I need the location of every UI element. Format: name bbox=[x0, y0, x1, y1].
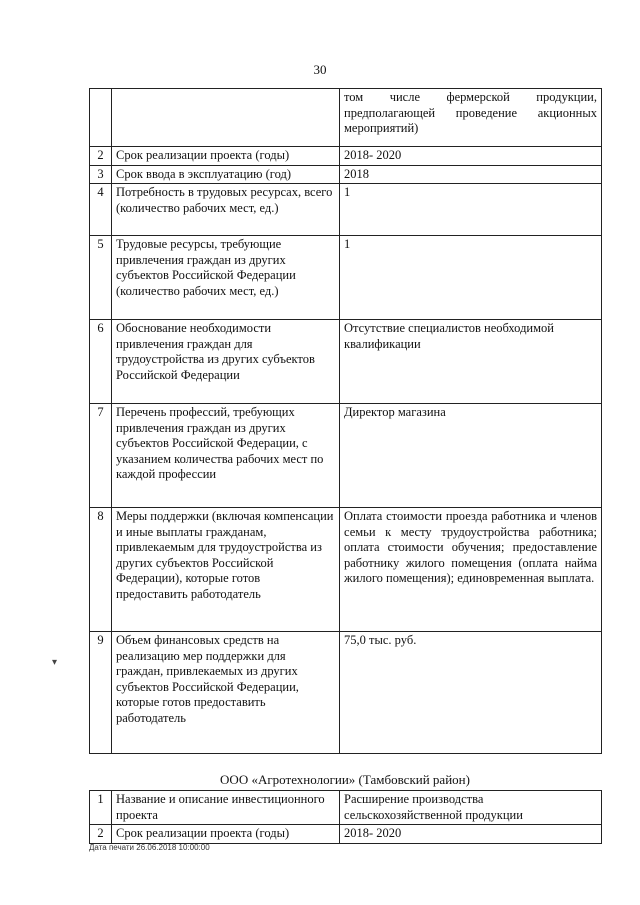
row-label: Трудовые ресурсы, требующие привлечения граждан из других субъектов Российской Федерации (количество рабочих мест, ед.) bbox=[112, 236, 340, 320]
table-row bbox=[90, 632, 602, 754]
row-value: 2018- 2020 bbox=[340, 147, 602, 166]
row-label: Меры поддержки (включая компенсации и иные выплаты гражданам, привлекаемым для трудоустройства из других субъектов Российской Федерации), которые готов предоставить работодатель bbox=[112, 508, 340, 632]
table-row bbox=[90, 404, 602, 508]
table-row bbox=[90, 184, 602, 236]
print-date: Дата печати 26.06.2018 10:00:00 bbox=[89, 843, 210, 852]
row-number bbox=[90, 89, 112, 147]
row-number: 8 bbox=[90, 508, 112, 632]
project-details-table bbox=[89, 88, 602, 754]
row-value: 2018- 2020 bbox=[340, 825, 602, 844]
margin-mark: ▾ bbox=[52, 657, 58, 668]
company-project-table bbox=[89, 790, 602, 844]
row-value: том числе фермерской продукции, предполагающей проведение акционных мероприятий) bbox=[340, 89, 602, 147]
row-value: Отсутствие специалистов необходимой квалификации bbox=[340, 320, 602, 404]
row-value: Директор магазина bbox=[340, 404, 602, 508]
row-label: Объем финансовых средств на реализацию мер поддержки для граждан, привлекаемых из других субъектов Российской Федерации, которые готов предоставить работодатель bbox=[112, 632, 340, 754]
table-row bbox=[90, 165, 602, 184]
row-number: 3 bbox=[90, 165, 112, 184]
row-value: 1 bbox=[340, 184, 602, 236]
row-label bbox=[112, 89, 340, 147]
table-row bbox=[90, 508, 602, 632]
row-number: 1 bbox=[90, 791, 112, 825]
row-number: 2 bbox=[90, 147, 112, 166]
table-row bbox=[90, 825, 602, 844]
row-value: 1 bbox=[340, 236, 602, 320]
section-title: ООО «Агротехнологии» (Тамбовский район) bbox=[220, 772, 470, 787]
table-row bbox=[90, 791, 602, 825]
table-row bbox=[90, 147, 602, 166]
row-label: Срок реализации проекта (годы) bbox=[112, 147, 340, 166]
row-label: Обоснование необходимости привлечения граждан для трудоустройства из других субъектов Российской Федерации bbox=[112, 320, 340, 404]
table-row bbox=[90, 236, 602, 320]
row-value: Оплата стоимости проезда работника и членов семьи к месту трудоустройства работника; оплата стоимости обучения; предоставление работнику жилого помещения (оплата найма жилого помещения); единовременная выплата. bbox=[340, 508, 602, 632]
row-label: Перечень профессий, требующих привлечения граждан из других субъектов Российской Федерации, с указанием количества рабочих мест по каждой профессии bbox=[112, 404, 340, 508]
row-number: 6 bbox=[90, 320, 112, 404]
page-number: 30 bbox=[313, 62, 327, 77]
row-number: 9 bbox=[90, 632, 112, 754]
row-value: 2018 bbox=[340, 165, 602, 184]
row-value: 75,0 тыс. руб. bbox=[340, 632, 602, 754]
row-label: Название и описание инвестиционного проекта bbox=[112, 791, 340, 825]
row-number: 7 bbox=[90, 404, 112, 508]
row-label: Срок ввода в эксплуатацию (год) bbox=[112, 165, 340, 184]
row-number: 4 bbox=[90, 184, 112, 236]
table-row bbox=[90, 89, 602, 147]
row-label: Срок реализации проекта (годы) bbox=[112, 825, 340, 844]
row-number: 2 bbox=[90, 825, 112, 844]
row-number: 5 bbox=[90, 236, 112, 320]
row-value: Расширение производства сельскохозяйственной продукции bbox=[340, 791, 602, 825]
table-row bbox=[90, 320, 602, 404]
row-label: Потребность в трудовых ресурсах, всего (количество рабочих мест, ед.) bbox=[112, 184, 340, 236]
